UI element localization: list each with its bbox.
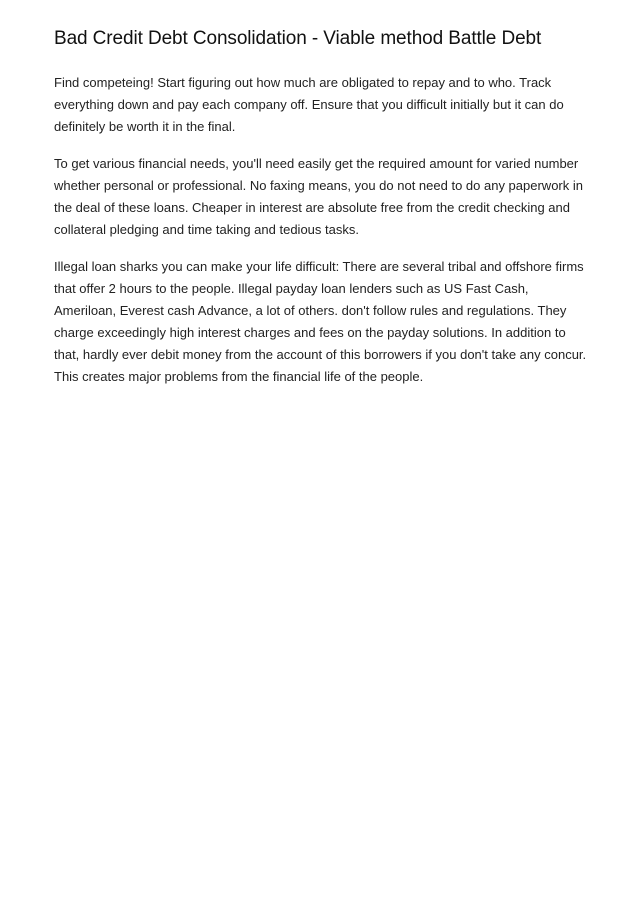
paragraph-1 (54, 72, 584, 138)
paragraph-line: charge exceedingly high interest charges and fees on the payday solutions. In addition to (54, 325, 566, 340)
paragraph-line: the deal of these loans. Cheaper in interest are absolute free from the credit checking and (54, 200, 570, 215)
paragraph-line: that offer 2 hours to the people. Illegal payday loan lenders such as US Fast Cash, (54, 281, 529, 296)
paragraph-line: Find competeing! Start figuring out how much are obligated to repay and to who. Track (54, 75, 552, 90)
paragraph-2 (54, 153, 584, 241)
paragraph-line: whether personal or professional. No faxing means, you do not need to do any paperwork in (54, 178, 583, 193)
page-title: Bad Credit Debt Consolidation - Viable method Battle Debt (54, 28, 542, 49)
paragraph-line: that, hardly ever debit money from the account of this borrowers if you don't take any concur. (54, 347, 587, 362)
paragraph-3 (54, 256, 587, 388)
paragraph-line: This creates major problems from the financial life of the people. (54, 369, 424, 384)
paragraph-line: collateral pledging and time taking and tedious tasks. (54, 222, 359, 237)
paragraph-line: everything down and pay each company off. Ensure that you difficult initially but it can do (54, 97, 564, 112)
paragraph-line: Illegal loan sharks you can make your life difficult: There are several tribal and offshore firms (54, 259, 584, 274)
paragraph-line: Ameriloan, Everest cash Advance, a lot of others. don't follow rules and regulations. They (54, 303, 567, 318)
paragraph-line: To get various financial needs, you'll need easily get the required amount for varied number (54, 156, 579, 171)
paragraph-line: definitely be worth it in the final. (54, 119, 236, 134)
